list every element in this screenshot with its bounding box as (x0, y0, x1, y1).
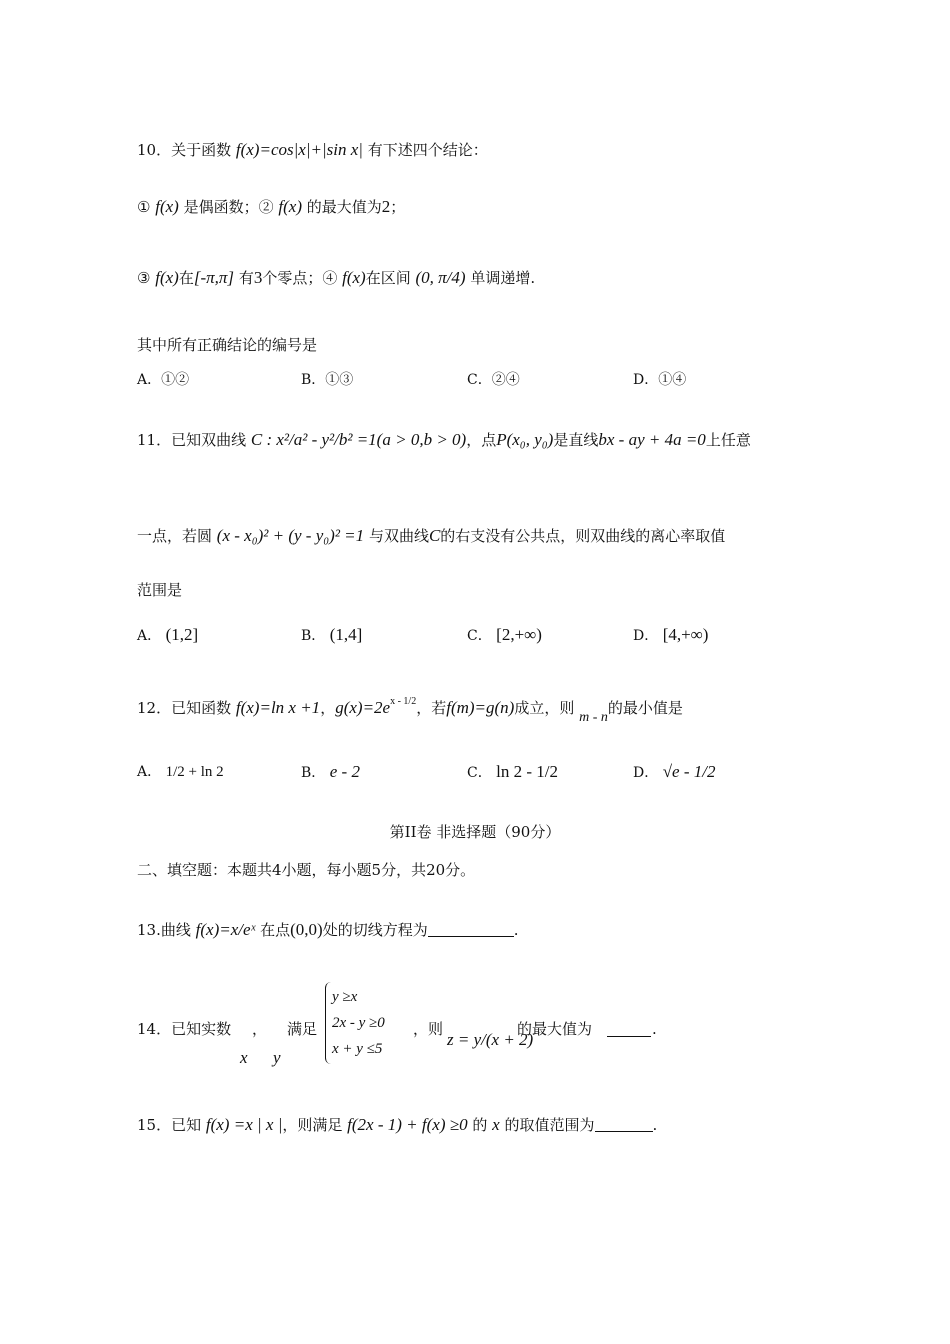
q11-point-text: ，点 (466, 431, 497, 449)
q10-c2-text: 的最大值为 (306, 198, 382, 216)
q10-option-a-text: ①② (161, 372, 190, 388)
q12-f: f(x)=ln x +1 (235, 698, 321, 717)
q10-option-d[interactable] (633, 370, 686, 390)
q13-at: 在点 (260, 921, 291, 939)
q10-mark-3: ③ (137, 269, 151, 287)
q11-option-b-text: (1,4] (329, 625, 363, 644)
q15-suffix: 的取值范围为 (504, 1116, 595, 1134)
q10-conclusion-3-4 (137, 268, 535, 288)
q13-func: f(x)=x/eˣ (195, 920, 256, 939)
q14-y: y (273, 1048, 281, 1067)
q10-c3-text: 个零点；④ (262, 269, 338, 287)
q13-answer-blank[interactable] (428, 936, 514, 937)
q11-stem (137, 430, 751, 450)
q11-line2-prefix: 一点，若圆 (137, 527, 213, 545)
q14-suffix: 的最大值为 (517, 1020, 593, 1038)
q13-end: . (513, 921, 519, 939)
q12-stem (137, 692, 683, 728)
q11-c-letter: C (428, 526, 441, 545)
q13-stem (137, 920, 519, 940)
q14-prefix: 14．已知实数 (137, 1020, 232, 1038)
q11-option-d-letter: D． (633, 628, 659, 644)
q10-c3-in: 在 (178, 269, 194, 287)
q14-end: . (652, 1020, 657, 1038)
q12-option-c-text: ln 2 - 1/2 (496, 762, 559, 781)
q12-option-d-letter: D． (633, 765, 659, 781)
q10-option-c[interactable] (467, 370, 520, 390)
q10-option-b-letter: B． (301, 372, 326, 388)
q11-option-b-letter: B． (301, 628, 326, 644)
q10-stem (137, 140, 488, 160)
q11-line-end: 上任意 (705, 431, 751, 449)
q11-circle: (x - x₀)² + (y - y₀)² =1 (216, 526, 365, 545)
q14-constraint-1: y ≥x (332, 989, 358, 1005)
q10-option-a-letter: A． (137, 372, 162, 388)
q15-func: f(x) =x | x | (205, 1115, 283, 1134)
q12-option-b[interactable] (301, 762, 360, 783)
q11-option-c-text: [2,+∞) (496, 625, 542, 644)
q10-c4-text: 在区间 (365, 269, 411, 287)
q11-option-c[interactable] (467, 625, 542, 646)
q12-option-a-text: 1/2 + ln 2 (165, 764, 224, 780)
q12-option-a-letter: A． (137, 764, 162, 780)
q11-option-c-letter: C． (467, 628, 492, 644)
q15-ineq: f(2x - 1) + f(x) ≥0 (347, 1115, 468, 1134)
q14-then: ，则 (413, 1020, 444, 1038)
q14-x: x (240, 1048, 248, 1067)
q15-end: . (652, 1116, 658, 1134)
q15-mid: ，则满足 (282, 1116, 343, 1134)
q10-c4-interval: (0, π/4) (415, 268, 466, 287)
q12-expr: m - n (579, 710, 608, 725)
q10-mark-1: ① (137, 198, 151, 216)
section-title: 第II卷 非选择题（90分） (389, 823, 561, 841)
q12-option-b-text: e - 2 (329, 762, 360, 781)
q15-prefix: 15．已知 (137, 1116, 202, 1134)
section2-intro: 二、填空题：本题共4小题，每小题5分，共20分。 (137, 861, 476, 879)
q10-c2-end: ； (390, 198, 406, 216)
q11-option-a[interactable] (137, 625, 198, 646)
q11-line2-suffix: 与双曲线 (368, 527, 429, 545)
q12-cond-suffix: 成立，则 (514, 699, 575, 717)
q14-z: z = y/(x + 2) (447, 1030, 534, 1049)
q12-option-d-text: √e - 1/2 (662, 762, 716, 781)
q15-stem (137, 1115, 657, 1135)
q14-comma: ， (252, 1020, 268, 1038)
q14-constraint-3: x + y ≤5 (332, 1041, 383, 1057)
q11-option-b[interactable] (301, 625, 362, 646)
q15-x: x (492, 1115, 500, 1134)
q15-de: 的 (472, 1116, 488, 1134)
q14-constraints (325, 982, 385, 1064)
q12-option-c[interactable] (467, 762, 558, 783)
q10-fx-3: f(x) (155, 268, 179, 287)
q11-prefix: 11．已知双曲线 (137, 431, 247, 449)
q11-point: P(x₀, y₀) (496, 430, 554, 449)
q10-option-b-text: ①③ (325, 372, 354, 388)
q10-conclusion-1-2 (137, 197, 405, 217)
q12-option-d[interactable] (633, 762, 715, 783)
q10-option-c-letter: C． (467, 372, 492, 388)
q14-answer-blank[interactable] (607, 1022, 651, 1037)
q14-satisfy: 满足 (287, 1020, 318, 1038)
q14-constraint-2: 2x - y ≥0 (332, 1015, 385, 1031)
q10-option-c-text: ②④ (491, 372, 520, 388)
q10-c4-end: 单调递增. (470, 269, 536, 287)
q10-c3-num: 3 (253, 268, 263, 287)
q11-curve: C : x²/a² - y²/b² =1(a > 0,b > 0) (250, 430, 467, 449)
q10-fx-4: f(x) (342, 268, 366, 287)
q11-line2-end: 的右支没有公共点，则双曲线的离心率取值 (440, 527, 726, 545)
q12-option-b-letter: B． (301, 765, 326, 781)
q12-g-exp: x - 1/2 (390, 696, 417, 707)
q11-line: bx - ay + 4a =0 (598, 430, 706, 449)
q13-suffix: 处的切线方程为 (322, 921, 428, 939)
q15-answer-blank[interactable] (595, 1131, 653, 1132)
q12-option-a[interactable] (137, 762, 224, 782)
q10-option-b[interactable] (301, 370, 353, 390)
q10-option-a[interactable] (137, 370, 189, 390)
q11-line3: 范围是 (137, 581, 183, 599)
q12-cond: f(m)=g(n) (446, 698, 515, 717)
q10-suffix: 有下述四个结论： (367, 141, 488, 159)
q12-option-c-letter: C． (467, 765, 492, 781)
q12-cond-prefix: ，若 (416, 699, 447, 717)
q11-line-text: 是直线 (553, 431, 599, 449)
q10-c3-has: 有 (238, 269, 254, 287)
q10-c1-text: 是偶函数；② (183, 198, 274, 216)
q12-g: g(x)=2e (335, 698, 391, 717)
q10-fx-1: f(x) (155, 197, 179, 216)
q11-option-d[interactable] (633, 625, 708, 646)
q10-option-d-text: ①④ (658, 372, 687, 388)
q12-sep: ， (320, 699, 336, 717)
q10-option-d-letter: D． (633, 372, 659, 388)
q11-line2 (137, 526, 725, 546)
q12-prefix: 12．已知函数 (137, 699, 232, 717)
q12-end: 的最小值是 (607, 699, 683, 717)
q13-prefix: 13.曲线 (137, 921, 191, 939)
q10-c3-interval: [-π,π] (193, 268, 235, 287)
q10-ask: 其中所有正确结论的编号是 (137, 336, 318, 354)
q10-prefix: 10．关于函数 (137, 141, 232, 159)
q13-point: (0,0) (290, 920, 323, 939)
q10-func: f(x)=cos|x|+|sin x| (235, 140, 363, 159)
q10-c2-val: 2 (381, 197, 391, 216)
q11-option-d-text: [4,+∞) (662, 625, 709, 644)
q10-fx-2: f(x) (278, 197, 302, 216)
q11-option-a-text: (1,2] (165, 625, 199, 644)
q11-option-a-letter: A． (137, 628, 162, 644)
